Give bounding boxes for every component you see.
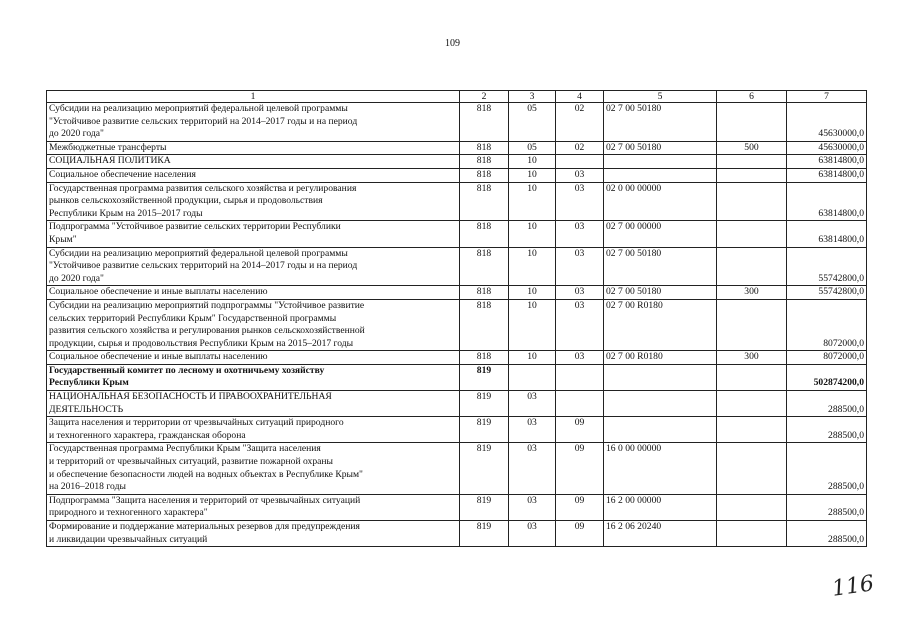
subsection-code-cell xyxy=(556,155,604,169)
row-description-cell: Подпрограмма "Устойчивое развитие сельских территории Республики Крым" xyxy=(47,221,460,247)
row-description-cell: Субсидии на реализацию мероприятий подпрограммы "Устойчивое развитие сельских территорий Республики Крым" Государственной программы развития сельского хозяйства и регулирования рынков сельскохозяйственной продукции, сырья и продовольствия Республики Крым на 2015–2017 годы xyxy=(47,299,460,350)
section-code-cell: 03 xyxy=(509,443,556,494)
ministry-code-cell: 818 xyxy=(460,351,509,365)
table-row xyxy=(47,364,867,390)
table-row xyxy=(47,141,867,155)
column-header: 7 xyxy=(787,91,867,103)
amount-cell: 55742800,0 xyxy=(787,286,867,300)
amount-cell: 45630000,0 xyxy=(787,103,867,142)
row-description-cell: Государственный комитет по лесному и охотничьему хозяйству Республики Крым xyxy=(47,364,460,390)
table-row xyxy=(47,299,867,350)
ministry-code-cell: 819 xyxy=(460,364,509,390)
ministry-code-cell: 819 xyxy=(460,494,509,520)
expense-type-code-cell xyxy=(717,155,787,169)
ministry-code-cell: 818 xyxy=(460,103,509,142)
expense-type-code-cell xyxy=(717,417,787,443)
expense-type-code-cell xyxy=(717,391,787,417)
ministry-code-cell: 818 xyxy=(460,182,509,221)
section-code-cell: 10 xyxy=(509,182,556,221)
amount-cell: 288500,0 xyxy=(787,391,867,417)
section-code-cell: 10 xyxy=(509,351,556,365)
row-description-cell: НАЦИОНАЛЬНАЯ БЕЗОПАСНОСТЬ И ПРАВООХРАНИТЕЛЬНАЯ ДЕЯТЕЛЬНОСТЬ xyxy=(47,391,460,417)
target-article-code-cell xyxy=(604,168,717,182)
target-article-code-cell: 16 2 06 20240 xyxy=(604,521,717,547)
row-description-cell: Государственная программа развития сельского хозяйства и регулирования рынков сельскохозяйственной продукции, сырья и продовольствия Республики Крым на 2015–2017 годы xyxy=(47,182,460,221)
section-code-cell: 05 xyxy=(509,141,556,155)
target-article-code-cell: 02 7 00 50180 xyxy=(604,141,717,155)
table-row xyxy=(47,494,867,520)
ministry-code-cell: 819 xyxy=(460,391,509,417)
table-row xyxy=(47,221,867,247)
section-code-cell: 05 xyxy=(509,103,556,142)
section-code-cell: 10 xyxy=(509,286,556,300)
section-code-cell: 10 xyxy=(509,155,556,169)
amount-cell: 63814800,0 xyxy=(787,221,867,247)
ministry-code-cell: 818 xyxy=(460,155,509,169)
target-article-code-cell xyxy=(604,417,717,443)
table-row xyxy=(47,417,867,443)
amount-cell: 63814800,0 xyxy=(787,155,867,169)
row-description-cell: Социальное обеспечение населения xyxy=(47,168,460,182)
amount-cell: 8072000,0 xyxy=(787,299,867,350)
ministry-code-cell: 818 xyxy=(460,168,509,182)
row-description-cell: СОЦИАЛЬНАЯ ПОЛИТИКА xyxy=(47,155,460,169)
section-code-cell: 10 xyxy=(509,221,556,247)
subsection-code-cell: 09 xyxy=(556,443,604,494)
row-description-cell: Межбюджетные трансферты xyxy=(47,141,460,155)
target-article-code-cell: 16 0 00 00000 xyxy=(604,443,717,494)
table-header-row xyxy=(47,91,867,103)
amount-cell: 502874200,0 xyxy=(787,364,867,390)
expense-type-code-cell: 300 xyxy=(717,286,787,300)
table-row xyxy=(47,391,867,417)
table-row xyxy=(47,103,867,142)
row-description-cell: Субсидии на реализацию мероприятий федеральной целевой программы "Устойчивое развитие сельских территорий на 2014–2017 годы и на период до 2020 года" xyxy=(47,103,460,142)
amount-cell: 288500,0 xyxy=(787,521,867,547)
subsection-code-cell: 02 xyxy=(556,103,604,142)
ministry-code-cell: 818 xyxy=(460,286,509,300)
target-article-code-cell xyxy=(604,391,717,417)
target-article-code-cell xyxy=(604,364,717,390)
subsection-code-cell: 03 xyxy=(556,168,604,182)
expense-type-code-cell xyxy=(717,247,787,286)
expense-type-code-cell xyxy=(717,221,787,247)
table-row xyxy=(47,351,867,365)
section-code-cell: 03 xyxy=(509,494,556,520)
row-description-cell: Государственная программа Республики Крым "Защита населения и территорий от чрезвычайных ситуаций, развитие пожарной охраны и обеспечение безопасности людей на водных объектах в Республике Крым" на 2016–2018 годы xyxy=(47,443,460,494)
target-article-code-cell: 16 2 00 00000 xyxy=(604,494,717,520)
target-article-code-cell: 02 0 00 00000 xyxy=(604,182,717,221)
column-header: 3 xyxy=(509,91,556,103)
budget-table xyxy=(46,90,867,547)
expense-type-code-cell: 300 xyxy=(717,351,787,365)
column-header: 4 xyxy=(556,91,604,103)
subsection-code-cell xyxy=(556,364,604,390)
subsection-code-cell: 02 xyxy=(556,141,604,155)
row-description-cell: Формирование и поддержание материальных резервов для предупреждения и ликвидации чрезвычайных ситуаций xyxy=(47,521,460,547)
section-code-cell: 03 xyxy=(509,391,556,417)
target-article-code-cell: 02 7 00 50180 xyxy=(604,247,717,286)
target-article-code-cell: 02 7 00 50180 xyxy=(604,286,717,300)
expense-type-code-cell xyxy=(717,168,787,182)
table-row xyxy=(47,247,867,286)
subsection-code-cell: 09 xyxy=(556,521,604,547)
ministry-code-cell: 818 xyxy=(460,247,509,286)
amount-cell: 288500,0 xyxy=(787,443,867,494)
target-article-code-cell: 02 7 00 R0180 xyxy=(604,351,717,365)
expense-type-code-cell xyxy=(717,103,787,142)
expense-type-code-cell xyxy=(717,364,787,390)
table-row xyxy=(47,286,867,300)
row-description-cell: Субсидии на реализацию мероприятий федеральной целевой программы "Устойчивое развитие сельских территорий на 2014–2017 годы и на период до 2020 года" xyxy=(47,247,460,286)
table-row xyxy=(47,182,867,221)
page-number: 109 xyxy=(445,38,460,49)
subsection-code-cell: 03 xyxy=(556,286,604,300)
expense-type-code-cell xyxy=(717,443,787,494)
expense-type-code-cell xyxy=(717,494,787,520)
amount-cell: 63814800,0 xyxy=(787,182,867,221)
ministry-code-cell: 819 xyxy=(460,443,509,494)
subsection-code-cell: 09 xyxy=(556,417,604,443)
target-article-code-cell: 02 7 00 00000 xyxy=(604,221,717,247)
handwritten-page-mark: 116 xyxy=(830,571,876,602)
ministry-code-cell: 818 xyxy=(460,141,509,155)
row-description-cell: Подпрограмма "Защита населения и территорий от чрезвычайных ситуаций природного и техногенного характера" xyxy=(47,494,460,520)
column-header: 5 xyxy=(604,91,717,103)
column-header: 1 xyxy=(47,91,460,103)
subsection-code-cell: 03 xyxy=(556,247,604,286)
amount-cell: 8072000,0 xyxy=(787,351,867,365)
subsection-code-cell: 03 xyxy=(556,221,604,247)
subsection-code-cell: 03 xyxy=(556,351,604,365)
expense-type-code-cell xyxy=(717,182,787,221)
amount-cell: 288500,0 xyxy=(787,494,867,520)
expense-type-code-cell xyxy=(717,299,787,350)
row-description-cell: Социальное обеспечение и иные выплаты населению xyxy=(47,351,460,365)
table-row xyxy=(47,155,867,169)
target-article-code-cell: 02 7 00 50180 xyxy=(604,103,717,142)
column-header: 6 xyxy=(717,91,787,103)
amount-cell: 45630000,0 xyxy=(787,141,867,155)
ministry-code-cell: 818 xyxy=(460,299,509,350)
target-article-code-cell xyxy=(604,155,717,169)
amount-cell: 55742800,0 xyxy=(787,247,867,286)
section-code-cell xyxy=(509,364,556,390)
budget-table-body xyxy=(47,91,867,547)
table-row xyxy=(47,521,867,547)
expense-type-code-cell xyxy=(717,521,787,547)
table-row xyxy=(47,168,867,182)
column-header: 2 xyxy=(460,91,509,103)
section-code-cell: 10 xyxy=(509,168,556,182)
row-description-cell: Социальное обеспечение и иные выплаты населению xyxy=(47,286,460,300)
subsection-code-cell: 03 xyxy=(556,182,604,221)
section-code-cell: 10 xyxy=(509,299,556,350)
section-code-cell: 03 xyxy=(509,417,556,443)
amount-cell: 288500,0 xyxy=(787,417,867,443)
amount-cell: 63814800,0 xyxy=(787,168,867,182)
table-row xyxy=(47,443,867,494)
row-description-cell: Защита населения и территории от чрезвычайных ситуаций природного и техногенного характера, гражданская оборона xyxy=(47,417,460,443)
expense-type-code-cell: 500 xyxy=(717,141,787,155)
section-code-cell: 03 xyxy=(509,521,556,547)
target-article-code-cell: 02 7 00 R0180 xyxy=(604,299,717,350)
ministry-code-cell: 818 xyxy=(460,221,509,247)
ministry-code-cell: 819 xyxy=(460,417,509,443)
subsection-code-cell xyxy=(556,391,604,417)
ministry-code-cell: 819 xyxy=(460,521,509,547)
subsection-code-cell: 03 xyxy=(556,299,604,350)
section-code-cell: 10 xyxy=(509,247,556,286)
subsection-code-cell: 09 xyxy=(556,494,604,520)
